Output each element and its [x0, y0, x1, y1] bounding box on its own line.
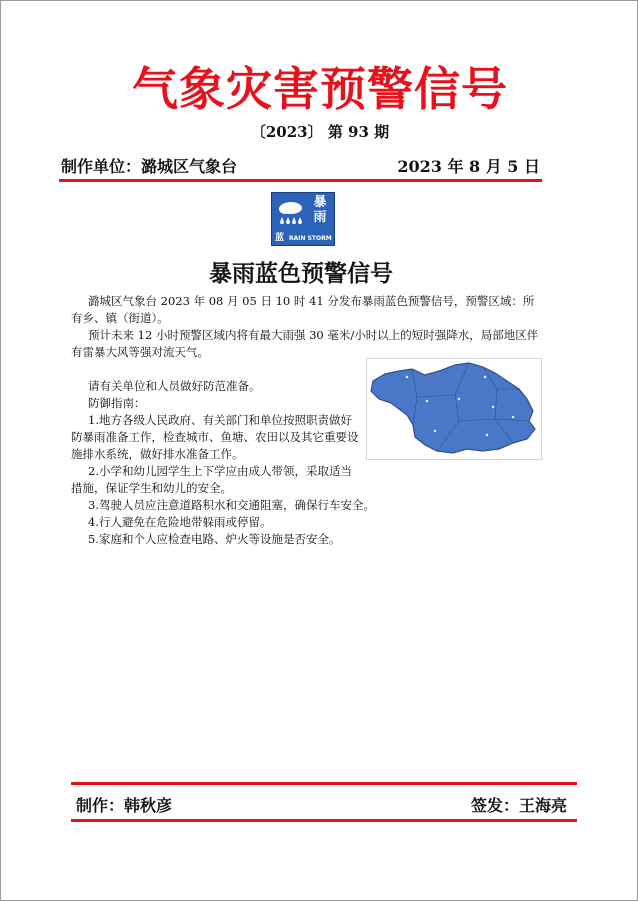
guide-item: 2.小学和幼儿园学生上下学应由成人带领，采取适当措施，保证学生和幼儿的安全。	[71, 464, 352, 495]
guide-item: 4.行人避免在危险地带躲雨或停留。	[88, 515, 272, 529]
document-title: 气象灾害预警信号	[132, 62, 508, 116]
paragraph-forecast: 预计未来 12 小时预警区域内将有最大雨强 30 毫米/小时以上的短时强降水，局部地区伴有雷暴大风等强对流天气。	[71, 328, 539, 359]
maker: 制作：韩秋彦	[76, 796, 173, 815]
district-map	[367, 359, 541, 459]
paragraph-notice: 请有关单位和人员做好防范准备。	[88, 379, 261, 393]
issue-number: 〔2023〕 第 93 期	[250, 123, 390, 141]
guide-item: 5.家庭和个人应检查电路、炉火等设施是否安全。	[88, 532, 341, 546]
icon-level: 蓝	[275, 233, 285, 243]
bottom-divider	[71, 819, 577, 822]
header-divider	[59, 179, 542, 182]
guide-heading: 防御指南：	[88, 396, 146, 410]
icon-label: 暴 雨	[313, 195, 327, 225]
guide-item: 3.驾驶人员应注意道路积水和交通阻塞，确保行车安全。	[88, 498, 375, 512]
rain-cloud-icon	[276, 199, 306, 229]
issuing-unit: 制作单位：潞城区气象台	[61, 157, 238, 176]
issue-date: 2023 年 8 月 5 日	[397, 157, 540, 176]
paragraph-release: 潞城区气象台 2023 年 08 月 05 日 10 时 41 分发布暴雨蓝色预警信号，预警区域：所有乡、镇（街道）。	[71, 294, 535, 325]
rainstorm-blue-icon	[271, 192, 335, 246]
guide-item: 1.地方各级人民政府、有关部门和单位按照职责做好防暴雨准备工作，检查城市、鱼塘、农田以及其它重要设施排水系统，做好排水准备工作。	[71, 413, 359, 461]
warning-area-map	[366, 358, 542, 460]
signal-heading: 暴雨蓝色预警信号	[209, 261, 393, 287]
signer: 签发：王海亮	[470, 796, 567, 815]
icon-english-label: RAIN STORM	[289, 235, 332, 242]
footer-divider	[71, 782, 577, 785]
